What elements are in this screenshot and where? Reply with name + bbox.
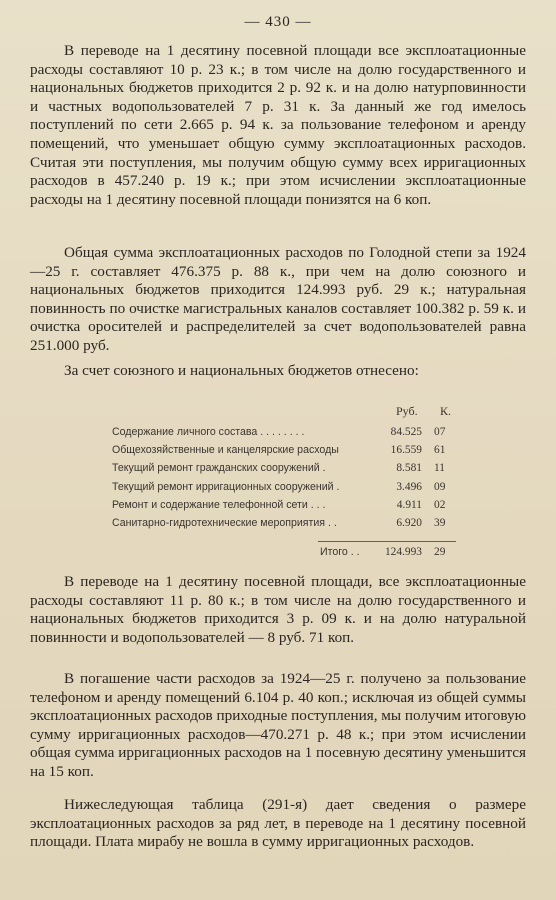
column-header-kop: К. bbox=[440, 404, 452, 418]
row-rub: 6.920 bbox=[396, 516, 422, 529]
row-kop: 61 bbox=[434, 444, 446, 457]
row-kop: 02 bbox=[434, 498, 446, 511]
row-label: Ремонт и содержание телефонной сети . . . bbox=[112, 498, 326, 511]
row-rub: 8.581 bbox=[396, 462, 422, 475]
total-divider bbox=[318, 541, 456, 542]
row-label: Текущий ремонт гражданских сооружений . bbox=[112, 462, 326, 475]
row-rub: 16.559 bbox=[390, 444, 422, 457]
table-row bbox=[112, 481, 462, 499]
row-rub: 4.911 bbox=[396, 498, 422, 511]
paragraph-3: За счет союзного и национальных бюджетов отнесено: bbox=[64, 362, 419, 379]
table-row bbox=[112, 517, 462, 535]
paragraph-6: Нижеследующая таблица (291-я) дает сведения о размере эксплоатационных расходов за ряд лет, в переводе на 1 десятину посевной площади. Плата мирабу не вошла в сумму ирригационных расходов. bbox=[30, 796, 526, 851]
total-kop: 29 bbox=[434, 546, 446, 558]
total-rub: 124.993 bbox=[384, 546, 422, 558]
row-kop: 07 bbox=[434, 426, 446, 438]
row-label: Текущий ремонт ирригационных сооружений . bbox=[112, 480, 340, 493]
table-row bbox=[112, 499, 462, 517]
row-kop: 09 bbox=[434, 480, 446, 493]
table-row bbox=[112, 444, 462, 462]
row-kop: 39 bbox=[434, 516, 446, 529]
row-rub: 84.525 bbox=[390, 426, 422, 438]
total-label: Итого . . bbox=[320, 546, 360, 558]
row-rub: 3.496 bbox=[396, 480, 422, 493]
total-row bbox=[112, 546, 462, 562]
row-label: Общехозяйственные и канцелярские расходы bbox=[112, 444, 339, 457]
expense-table bbox=[112, 404, 462, 558]
table-row bbox=[112, 426, 462, 444]
table-header bbox=[112, 404, 462, 426]
column-header-rub: Руб. bbox=[396, 404, 418, 418]
paragraph-5: В погашение части расходов за 1924—25 г. получено за пользование телефоном и аренду помещений 6.104 р. 40 коп.; исключая из общей суммы эксплоатационных расходов приходные поступления, мы получим итоговую сумму ирригационных расходов—470.271 р. 48 к.; при этом исчислении общая сумма ирригационных расходов на 1 посевную десятину уменьшится на 15 коп. bbox=[30, 670, 526, 780]
paragraph-4: В переводе на 1 десятину посевной площади, все эксплоатационные расходы составляют 11 р. 80 к.; в том числе на долю государственного и национальных бюджетов приходится 3 р. 09 к. и на долю натуральной повинности и водопользователей — 8 руб. 71 коп. bbox=[30, 573, 526, 646]
paragraph-1: В переводе на 1 десятину посевной площади все эксплоатационные расходы составляют 10 р. 23 к.; в том числе на долю государственного и национальных бюджетов приходится 2 р. 92 к. и на долю натурповинности и частных водопользователей 7 р. 31 к. За данный же год имелось поступлений по сети 2.665 р. 94 к. за пользование телефоном и аренду помещений, что уменьшает общую сумму эксплоатационных расходов. Считая эти поступления, мы получим общую сумму всех ирригационных расходов в 457.240 р. 19 к.; при этом исчислении эксплоатационные расходы на 1 десятину посевной площади понизятся на 6 коп. bbox=[30, 42, 526, 208]
paragraph-2: Общая сумма эксплоатационных расходов по Голодной степи за 1924—25 г. составляет 476.375 р. 88 к., при чем на долю союзного и национальных бюджетов приходится 124.993 руб. 29 к.; натуральная повинность по очистке магистральных каналов составляет 100.382 р. 59 к. и очистка оросителей и распределителей за счет водопользователей равна 251.000 руб. bbox=[30, 244, 526, 354]
page-number: — 430 — bbox=[244, 14, 312, 30]
table-row bbox=[112, 462, 462, 480]
row-label: Санитарно-гидротехнические мероприятия . . bbox=[112, 516, 337, 529]
row-kop: 11 bbox=[434, 462, 445, 475]
row-label: Содержание личного состава . . . . . . . . bbox=[112, 426, 305, 438]
